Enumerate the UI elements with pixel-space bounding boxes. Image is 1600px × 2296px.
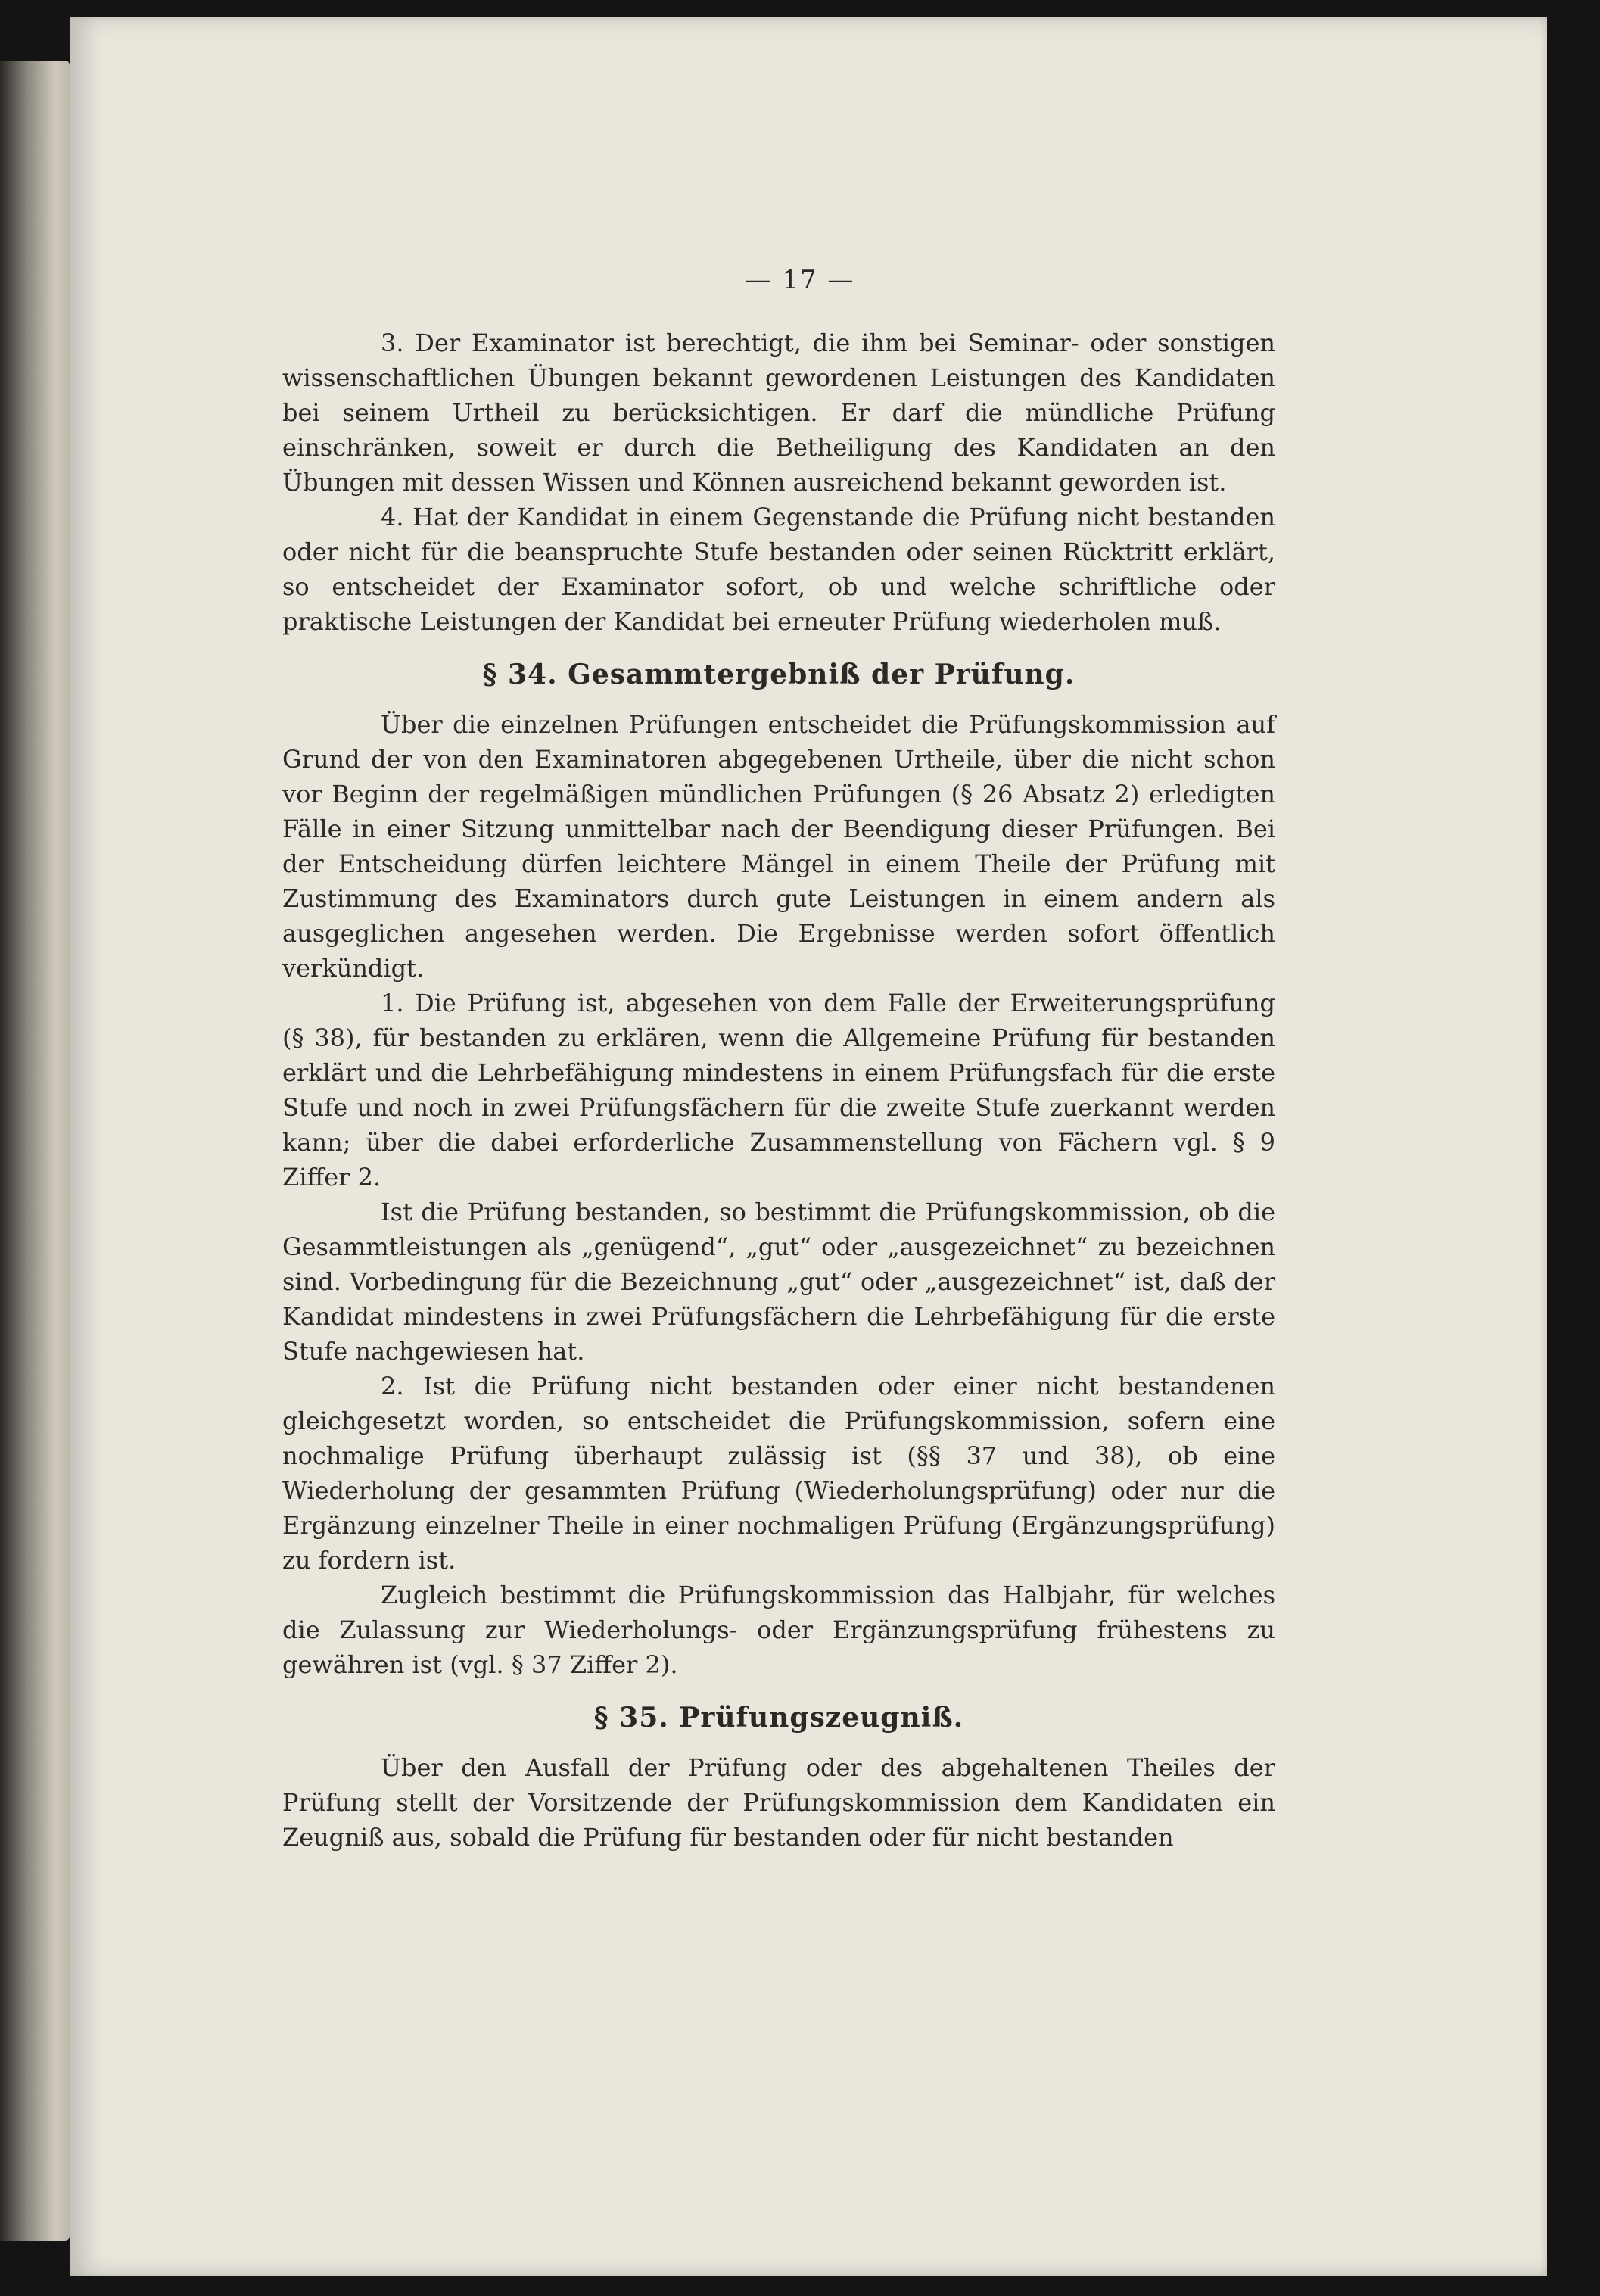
paragraph: 4. Hat der Kandidat in einem Gegenstande die Prüfung nicht bestanden oder nicht für die beanspruchte Stufe bestanden oder seinen Rücktritt erklärt, so entscheidet der Examinator sofort, ob und welche schriftliche oder praktische Leistungen der Kandidat bei erneuter Prüfung wiederholen muß.	[282, 503, 1275, 636]
paragraph: Ist die Prüfung bestanden, so bestimmt die Prüfungskommission, ob die Gesammtleistungen als „genügend“, „gut“ oder „ausgezeichnet“ zu bezeichnen sind. Vorbedingung für die Bezeichnung „gut“ oder „ausgezeichnet“ ist, daß der Kandidat mindestens in zwei Prüfungsfächern die Lehrbefähigung für die erste Stufe nachgewiesen hat.	[282, 1198, 1275, 1366]
paragraph: 1. Die Prüfung ist, abgesehen von dem Falle der Erweiterungsprüfung (§ 38), für bestanden zu erklären, wenn die Allgemeine Prüfung für bestanden erklärt und die Lehrbefähigung mindestens in einem Prüfungsfach für die erste Stufe und noch in zwei Prüfungsfächern für die zweite Stufe zuerkannt werden kann; über die dabei erforderliche Zusammenstellung von Fächern vgl. § 9 Ziffer 2.	[282, 989, 1275, 1192]
paragraph: 2. Ist die Prüfung nicht bestanden oder einer nicht bestandenen gleichgesetzt worden, so entscheidet die Prüfungskommission, sofern eine nochmalige Prüfung überhaupt zulässig ist (§§ 37 und 38), ob eine Wiederholung der gesammten Prüfung (Wiederholungsprüfung) oder nur die Ergänzung einzelner Theile in einer nochmaligen Prüfung (Ergänzungsprüfung) zu fordern ist.	[282, 1372, 1275, 1575]
paragraph: Zugleich bestimmt die Prüfungskommission das Halbjahr, für welches die Zulassung zur Wiederholungs- oder Ergänzungsprüfung frühestens zu gewähren ist (vgl. § 37 Ziffer 2).	[282, 1581, 1275, 1679]
section-heading-34: § 34. Gesammtergebniß der Prüfung.	[482, 659, 1075, 690]
paragraph: Über die einzelnen Prüfungen entscheidet die Prüfungskommission auf Grund der von den Examinatoren abgegebenen Urtheile, über die nicht schon vor Beginn der regelmäßigen mündlichen Prüfungen (§ 26 Absatz 2) erledigten Fälle in einer Sitzung unmittelbar nach der Beendigung dieser Prüfungen. Bei der Entscheidung dürfen leichtere Mängel in einem Theile der Prüfung mit Zustimmung des Examinators durch gute Leistungen in einem andern als ausgeglichen angesehen werden. Die Ergebnisse werden sofort öffentlich verkündigt.	[282, 710, 1275, 983]
section-heading-35: § 35. Prüfungszeugniß.	[593, 1702, 964, 1734]
paragraph: Über den Ausfall der Prüfung oder des abgehaltenen Theiles der Prüfung stellt der Vorsitzende der Prüfungskommission dem Kandidaten ein Zeugniß aus, sobald die Prüfung für bestanden oder für nicht bestanden	[282, 1753, 1275, 1852]
page-text	[282, 250, 1275, 1855]
page-number: — 17 —	[745, 265, 855, 295]
left-page-edge	[0, 61, 70, 2241]
paragraph: 3. Der Examinator ist berechtigt, die ihm bei Seminar- oder sonstigen wissenschaftlichen Übungen bekannt gewordenen Leistungen des Kandidaten bei seinem Urtheil zu berücksichtigen. Er darf die mündliche Prüfung einschränken, soweit er durch die Betheiligung des Kandidaten an den Übungen mit dessen Wissen und Können ausreichend bekannt geworden ist.	[282, 329, 1275, 497]
